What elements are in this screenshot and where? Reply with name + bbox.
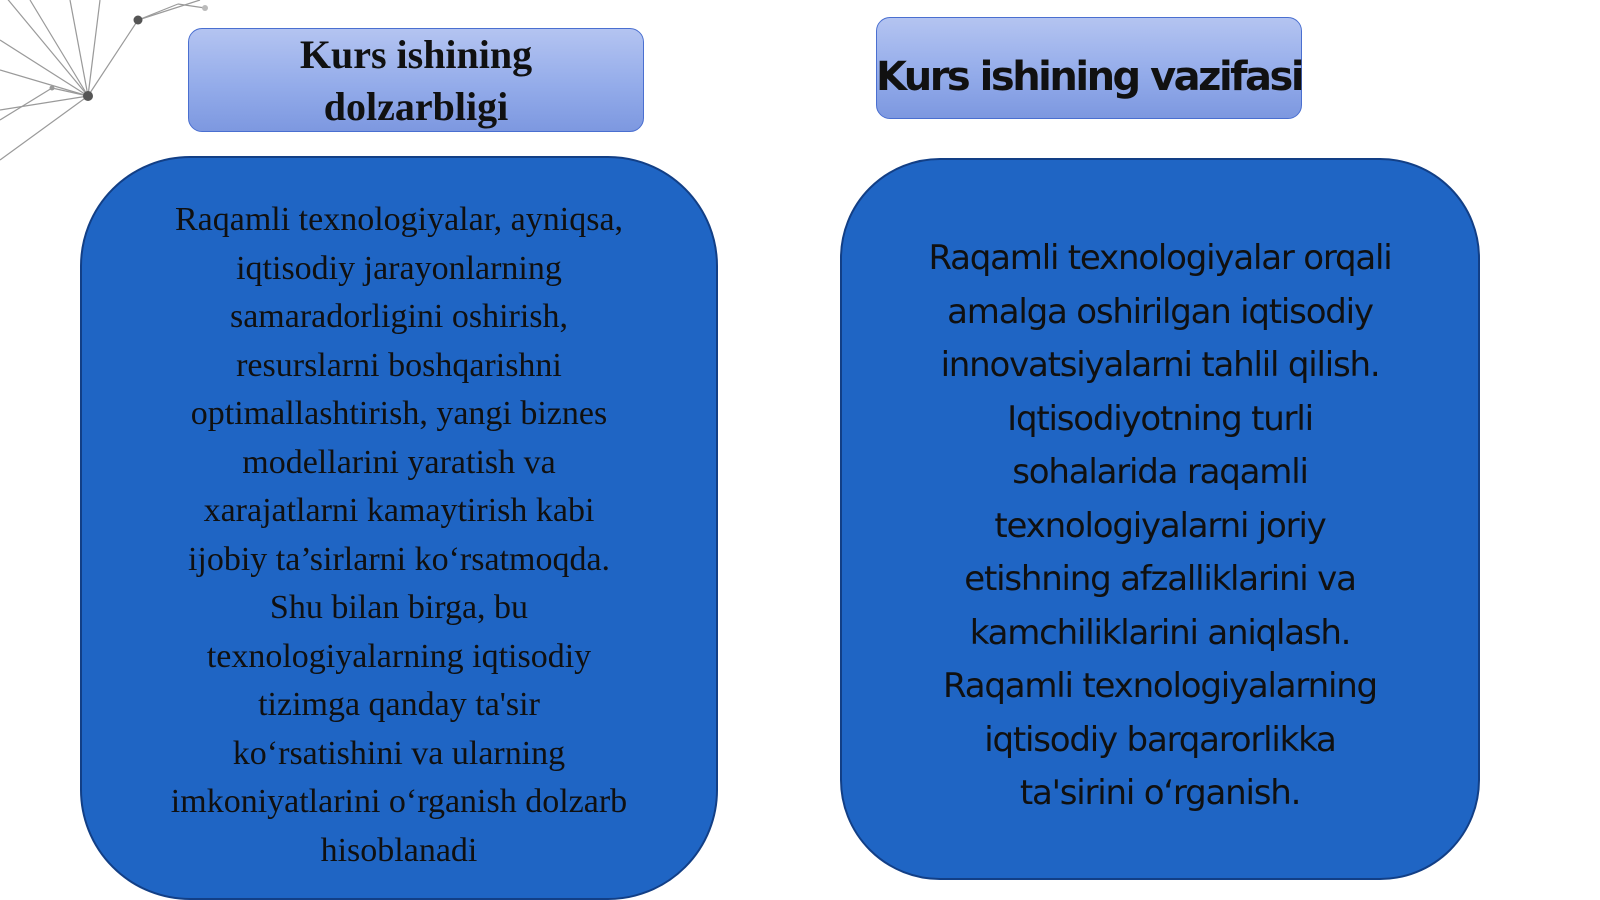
relevance-line: optimallashtirish, yangi biznes [190,395,608,432]
title-relevance-line-1: Kurs ishining [299,32,533,77]
tasks-line: sohalarida raqamli [1012,452,1308,492]
tasks-line: kamchiliklarini aniqlash. [969,612,1351,653]
relevance-text-box [80,156,718,900]
relevance-line: samaradorligini oshirish, [229,298,569,335]
tasks-line: Iqtisodiyotning turli [1007,398,1313,439]
tasks-line: Raqamli texnologiyalarning [943,666,1377,706]
title-relevance [188,28,644,132]
tasks-text-box [840,158,1480,880]
relevance-line: hisoblanadi [320,831,478,869]
tasks-line: Raqamli texnologiyalar orqali [928,238,1392,278]
relevance-line: iqtisodiy jarayonlarning [236,249,562,287]
relevance-line: Raqamli texnologiyalar, ayniqsa, [174,201,624,238]
tasks-line: etishning afzalliklarini va [964,559,1356,599]
relevance-line: xarajatlarni kamaytirish kabi [203,492,595,529]
relevance-line: modellarini yaratish va [242,443,556,481]
tasks-line: iqtisodiy barqarorlikka [984,719,1336,760]
tasks-line: innovatsiyalarni tahlil qilish. [940,345,1380,385]
title-relevance-line-2: dolzarbligi [323,84,509,129]
tasks-line: texnologiyalarni joriy [994,505,1326,546]
relevance-line: tizimga qanday ta'sir [258,686,540,723]
relevance-line: Shu bilan birga, bu [269,589,529,626]
tasks-line: ta'sirini oʻrganish. [1019,773,1301,813]
relevance-line: imkoniyatlarini oʻrganish dolzarb [170,783,628,820]
relevance-line: texnologiyalarning iqtisodiy [206,637,592,675]
title-tasks-text: Kurs ishining vazifasi [875,54,1303,100]
title-tasks [876,17,1302,119]
relevance-line: koʻrsatishini va ularning [232,734,566,772]
tasks-line: amalga oshirilgan iqtisodiy [947,291,1373,332]
relevance-line: resurslarni boshqarishni [236,346,562,384]
relevance-line: ijobiy ta’sirlarni koʻrsatmoqda. [187,540,611,578]
